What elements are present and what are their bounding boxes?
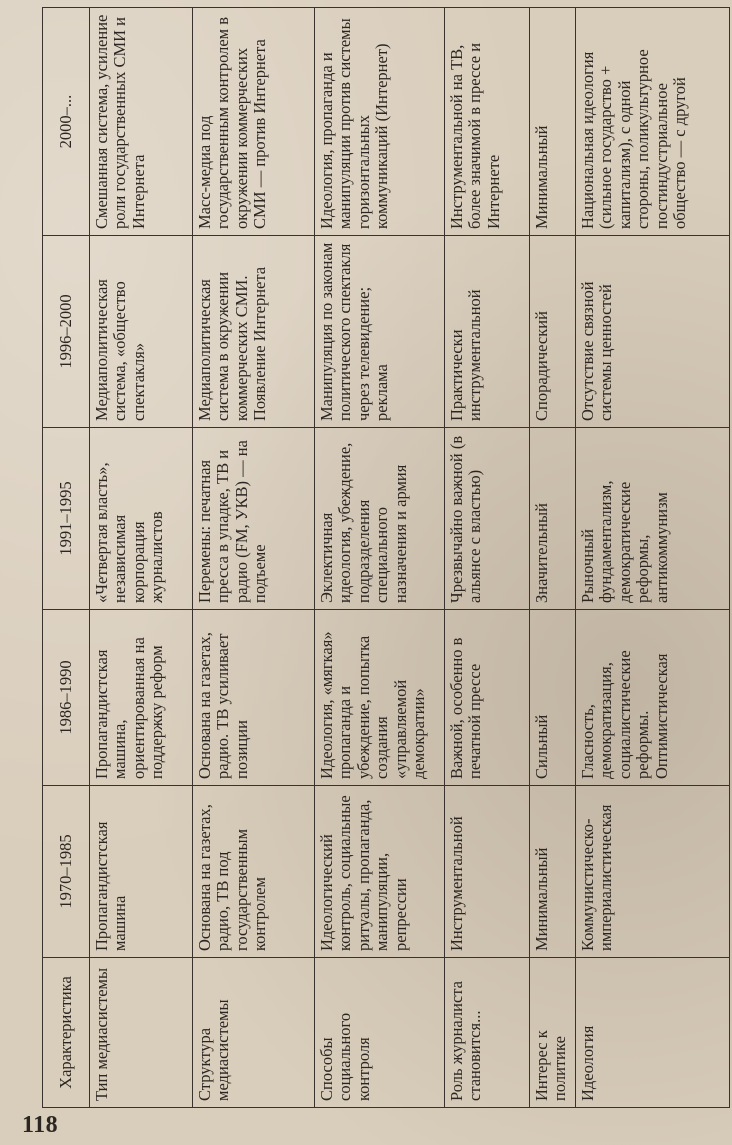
table-cell: Важной, особенно в печатной прессе xyxy=(445,610,530,786)
page-number: 118 xyxy=(22,1112,59,1138)
table-cell: Значительный xyxy=(530,428,576,610)
table-cell: Пропагандистская машина, ориентированная на поддержку реформ xyxy=(90,610,193,786)
column-header: 1991–1995 xyxy=(43,428,90,610)
row-label: Тип медиасистемы xyxy=(90,958,193,1108)
table-cell: Отсутствие связной системы ценностей xyxy=(576,236,730,428)
table-row xyxy=(576,8,730,1108)
column-header: Характеристика xyxy=(43,958,90,1108)
table-cell: Коммунистическо-империалистическая xyxy=(576,786,730,958)
table-row xyxy=(315,8,445,1108)
table-cell: Инструментальной xyxy=(445,786,530,958)
table-cell: Сильный xyxy=(530,610,576,786)
table-row xyxy=(445,8,530,1108)
table-cell: Эклектичная идеология, убеждение, подразделения специального назначения и армия xyxy=(315,428,445,610)
table-cell: Перемены: печатная пресса в упадке, ТВ и радио (FM, УКВ) — на подъеме xyxy=(193,428,315,610)
table-cell: Гласность, демократизация, социалистические реформы. Оптимистическая xyxy=(576,610,730,786)
media-system-table xyxy=(42,7,730,1108)
table-cell: Медиаполитическая система, «общество спектакля» xyxy=(90,236,193,428)
table-cell: Основана на газетах, радио, ТВ под государственным контролем xyxy=(193,786,315,958)
table-cell: Смешанная система, усиление роли государственных СМИ и Интернета xyxy=(90,8,193,236)
table-cell: Манипуляция по законам политического спектакля через телевидение; реклама xyxy=(315,236,445,428)
column-header: 1970–1985 xyxy=(43,786,90,958)
table-cell: Чрезвычайно важной (в альянсе с властью) xyxy=(445,428,530,610)
table-header-row xyxy=(43,8,90,1108)
rotated-table-wrapper xyxy=(42,8,722,1108)
column-header: 1986–1990 xyxy=(43,610,90,786)
table-row xyxy=(193,8,315,1108)
table-cell: Масс-медиа под государственным контролем в окружении коммерческих СМИ — против Интернета xyxy=(193,8,315,236)
table-cell: Минимальный xyxy=(530,8,576,236)
row-label: Структура медиасистемы xyxy=(193,958,315,1108)
row-label: Интерес к политике xyxy=(530,958,576,1108)
table-cell: Идеология, «мягкая» пропаганда и убеждение, попытка создания «управляемой демократии» xyxy=(315,610,445,786)
table-cell: «Четвертая власть», независимая корпорация журналистов xyxy=(90,428,193,610)
table-cell: Пропагандистская машина xyxy=(90,786,193,958)
table-row xyxy=(90,8,193,1108)
table-cell: Основана на газетах, радио. ТВ усиливает позиции xyxy=(193,610,315,786)
table-cell: Идеология, пропаганда и манипуляции против системы горизонтальных коммуникаций (Интернет) xyxy=(315,8,445,236)
column-header: 1996–2000 xyxy=(43,236,90,428)
column-header: 2000–... xyxy=(43,8,90,236)
row-label: Способы социального контроля xyxy=(315,958,445,1108)
table-cell: Идеологический контроль, социальные ритуалы, пропаганда, манипуляции, репрессии xyxy=(315,786,445,958)
table-cell: Рыночный фундаментализм, демократические реформы, антикоммунизм xyxy=(576,428,730,610)
table-cell: Практически инструментальной xyxy=(445,236,530,428)
table-cell: Инструментальной на ТВ, более значимой в прессе и Интернете xyxy=(445,8,530,236)
table-cell: Медиаполитическая система в окружении коммерческих СМИ. Появление Интернета xyxy=(193,236,315,428)
table-cell: Минимальный xyxy=(530,786,576,958)
table-cell: Национальная идеология (сильное государство + капитализм), с одной стороны, поликультурное постиндустриальное общество — с другой xyxy=(576,8,730,236)
row-label: Идеология xyxy=(576,958,730,1108)
table-cell: Спорадический xyxy=(530,236,576,428)
table-row xyxy=(530,8,576,1108)
row-label: Роль журналиста становится... xyxy=(445,958,530,1108)
